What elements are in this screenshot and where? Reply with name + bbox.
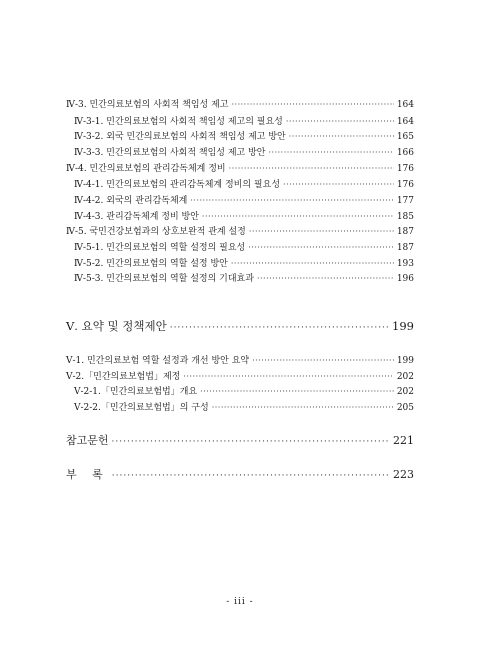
toc-entry-title: Ⅳ-5-1. 민간의료보험의 역할 설정의 필요성	[74, 243, 246, 253]
toc-entry-page: 164	[396, 117, 414, 127]
toc-entry-page: 205	[396, 403, 414, 413]
toc-chapter[interactable]	[66, 432, 414, 448]
toc-entry-page: 185	[396, 212, 414, 222]
toc-leader	[183, 372, 393, 381]
toc-entry-page: 164	[396, 100, 414, 110]
toc-entry-page: 176	[396, 180, 414, 190]
toc-entry[interactable]	[74, 209, 414, 222]
toc-entry-title: Ⅳ-4-2. 외국의 관리감독체계	[74, 196, 188, 206]
toc-entry[interactable]	[66, 97, 414, 110]
toc-entry[interactable]	[74, 400, 414, 413]
toc-leader	[248, 243, 394, 252]
toc-entry-title: 참고문헌	[66, 434, 109, 447]
toc-leader	[202, 212, 394, 221]
toc-entry-page: 177	[396, 196, 414, 206]
toc-chapter[interactable]	[66, 318, 414, 334]
toc-entry-page: 176	[396, 164, 414, 174]
toc-entry-page: 193	[396, 259, 414, 269]
toc-entry-title: Ⅳ-3-2. 외국 민간의료보험의 사회적 책임성 제고 방안	[74, 132, 286, 142]
toc-entry[interactable]	[74, 240, 414, 253]
toc-entry-title: Ⅳ-5-3. 민간의료보험의 역할 설정의 기대효과	[74, 274, 254, 284]
toc-leader	[283, 180, 394, 189]
toc-entry-page: 221	[393, 434, 414, 447]
toc-chapter[interactable]	[66, 466, 414, 482]
toc-entry-page: 165	[396, 132, 414, 142]
toc-leader	[112, 437, 390, 447]
toc-entry-title: Ⅳ-5. 국민건강보험과의 상호보완적 관계 설정	[66, 227, 246, 237]
toc-leader	[231, 259, 394, 268]
toc-entry[interactable]	[74, 271, 414, 284]
toc-entry-title: Ⅴ-2.「민간의료보험법」제정	[66, 372, 181, 382]
toc-leader	[269, 148, 394, 157]
toc-entry[interactable]	[74, 177, 414, 190]
toc-leader	[112, 471, 390, 481]
toc-entry[interactable]	[66, 224, 414, 237]
toc-entry-title: Ⅴ-2-2.「민간의료보험법」의 구성	[74, 403, 209, 413]
toc-entry-title: Ⅳ-5-2. 민간의료보험의 역할 설정 방안	[74, 259, 228, 269]
toc-leader	[257, 274, 394, 283]
toc-leader	[212, 403, 394, 412]
toc-entry-page: 187	[396, 243, 414, 253]
toc-entry-title: Ⅳ-4-3. 관리감독체계 정비 방안	[74, 212, 199, 222]
toc-leader	[170, 323, 389, 333]
toc-entry[interactable]	[74, 145, 414, 158]
toc-leader	[289, 132, 394, 141]
toc-entry[interactable]	[66, 161, 414, 174]
toc-entry-title: Ⅴ-1. 민간의료보험 역할 설정과 개선 방안 요약	[66, 356, 250, 366]
toc-leader	[190, 196, 393, 205]
toc-entry-title: Ⅴ. 요약 및 정책제안	[66, 319, 167, 333]
toc-entry-title: Ⅳ-3. 민간의료보험의 사회적 책임성 제고	[66, 100, 229, 110]
toc-entry-title: Ⅳ-4. 민간의료보험의 관리감독체계 정비	[66, 164, 226, 174]
toc-entry[interactable]	[74, 193, 414, 206]
toc-entry-page: 199	[392, 319, 414, 333]
toc-entry[interactable]	[66, 369, 414, 382]
toc-entry-page: 202	[396, 372, 414, 382]
toc-entry[interactable]	[74, 129, 414, 142]
toc-leader	[249, 227, 394, 236]
toc-leader	[200, 387, 394, 396]
toc-entry[interactable]	[66, 353, 414, 366]
toc-leader	[286, 117, 394, 126]
toc-entry[interactable]	[74, 256, 414, 269]
toc-entry-title: Ⅳ-4-1. 민간의료보험의 관리감독체계 정비의 필요성	[74, 180, 281, 190]
toc-entry-title: Ⅳ-3-3. 민간의료보험의 사회적 책임성 제고 방안	[74, 148, 266, 158]
toc-leader	[231, 100, 393, 109]
toc-entry-title: Ⅳ-3-1. 민간의료보험의 사회적 책임성 제고의 필요성	[74, 117, 283, 127]
toc-entry-page: 223	[393, 468, 414, 481]
toc-entry-title: 부 록	[66, 468, 109, 481]
toc-leader	[252, 356, 394, 365]
toc-entry-page: 166	[396, 148, 414, 158]
toc-entry-title: Ⅴ-2-1.「민간의료보험법」개요	[74, 387, 198, 397]
page-number: - iii -	[226, 597, 254, 607]
toc-entry-page: 196	[396, 274, 414, 284]
toc-entry[interactable]	[74, 384, 414, 397]
toc-entry-page: 187	[396, 227, 414, 237]
toc-entry[interactable]	[74, 114, 414, 127]
toc-leader	[229, 164, 394, 173]
toc-entry-page: 202	[396, 387, 414, 397]
toc-entry-page: 199	[396, 356, 414, 366]
